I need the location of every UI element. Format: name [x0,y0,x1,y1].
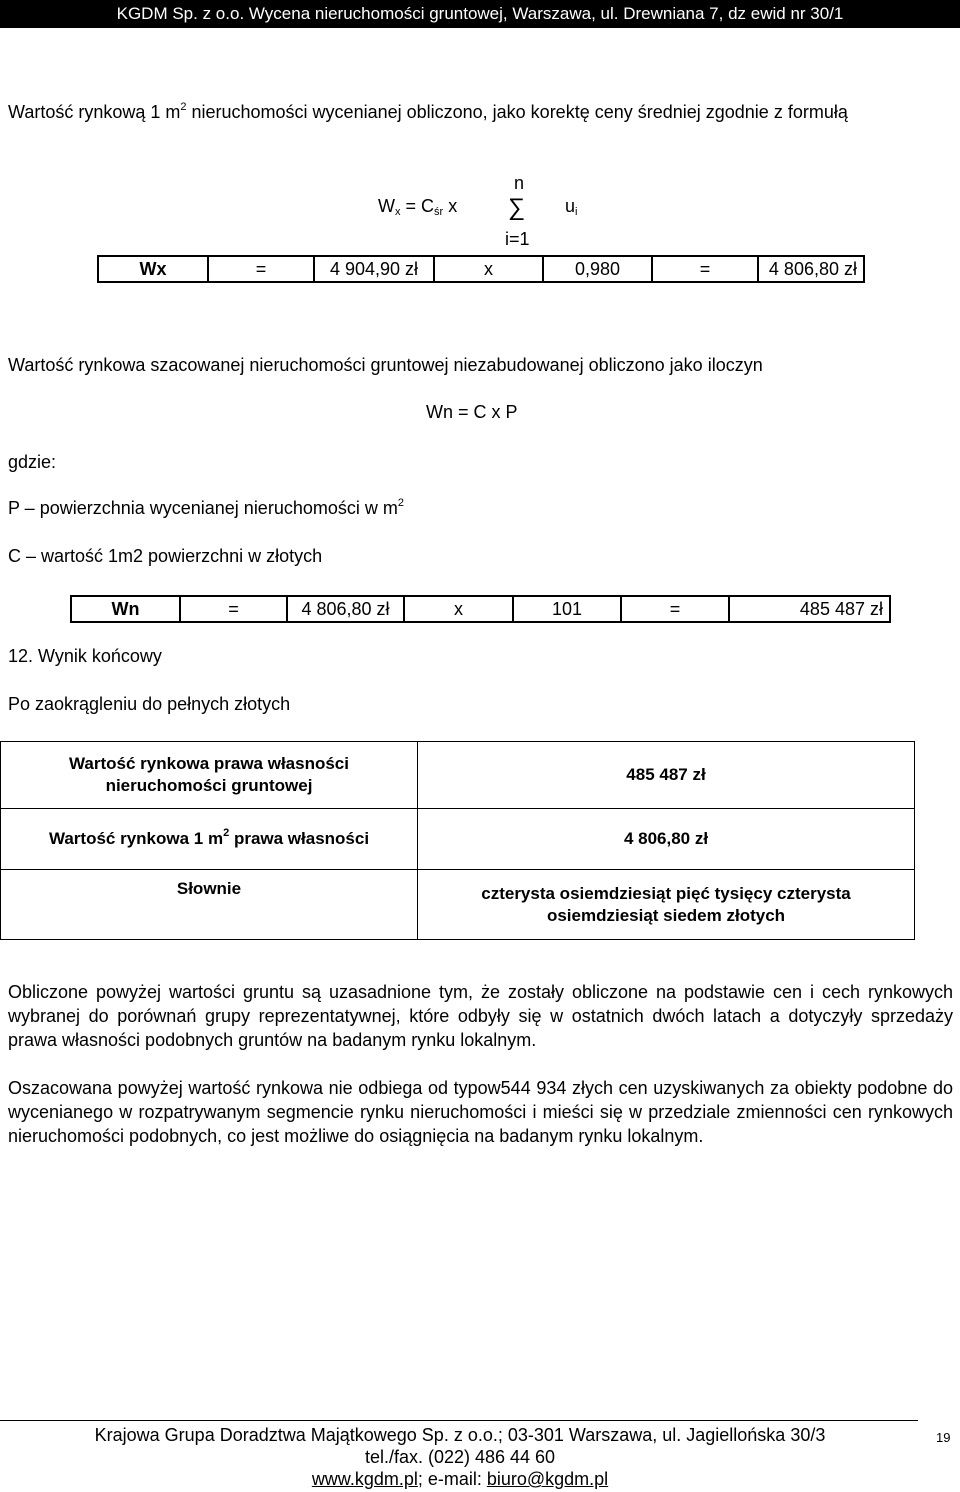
footer-divider [0,1420,918,1421]
calc-equals: = [208,256,314,282]
formula-u-sub: i [575,206,578,218]
calc-factor: 101 [513,596,621,622]
c-definition: C – wartość 1m2 powierzchni w złotych [8,546,323,566]
section-text: Wartość rynkowa szacowanej nieruchomości gruntowej niezabudowanej obliczono jako iloczyn [8,355,763,375]
calc-table-wx [97,255,865,283]
result-label-b: prawa własności [229,829,370,848]
result-label: Wartość rynkowa prawa własności nieruchomości gruntowej [1,742,418,809]
result-label [1,809,418,870]
calc-label: Wx [98,256,208,282]
gdzie-label: gdzie: [8,452,57,472]
calc-value: 4 806,80 zł [287,596,404,622]
calc-factor: 0,980 [543,256,652,282]
result-value: czterysta osiemdziesiąt pięć tysięcy czterysta osiemdziesiąt siedem złotych [418,870,915,940]
p-definition-sup: 2 [397,497,404,509]
formula-i1: i=1 [505,229,530,249]
footer-contact [0,1468,920,1490]
calc-value: 4 904,90 zł [314,256,434,282]
formula-u [565,196,577,217]
intro-text-b: nieruchomości wycenianej obliczono, jako korektę ceny średniej zgodnie z formułą [186,102,848,122]
result-value: 485 487 zł [418,742,915,809]
page-header: KGDM Sp. z o.o. Wycena nieruchomości gruntowej, Warszawa, ul. Drewniana 7, dz ewid nr 30/1 [0,0,960,28]
rounding-note: Po zaokrągleniu do pełnych złotych [8,694,291,714]
calc-equals: = [621,596,729,622]
sigma-symbol: ∑ [508,194,526,221]
footer-sep: ; e-mail: [417,1469,487,1489]
calc-times: x [404,596,513,622]
formula-x: x [443,196,458,216]
intro-paragraph [8,100,953,124]
formula-u-letter: u [565,196,576,216]
calc-table-wn [70,595,891,623]
calc-label: Wn [71,596,180,622]
p-definition-text: P – powierzchnia wycenianej nieruchomości w m [8,498,398,518]
wn-formula: Wn = C x P [426,402,518,422]
page-number: 19 [936,1430,951,1445]
formula-w-sub: x [395,206,401,218]
result-value: 4 806,80 zł [418,809,915,870]
calc-result: 4 806,80 zł [758,256,864,282]
result-label: Słownie [1,870,418,940]
formula-c-sub: śr [434,206,444,218]
result-table [0,741,915,940]
result-label-a: Wartość rynkowa 1 m [48,829,224,848]
intro-text-a: Wartość rynkową 1 m [8,102,181,122]
result-label-sup: 2 [223,827,230,839]
result-row [1,870,915,940]
formula-main [378,196,457,217]
formula-w: W [378,196,395,216]
calc-times: x [434,256,543,282]
email-link[interactable]: biuro@kgdm.pl [486,1469,609,1489]
calc-result: 485 487 zł [729,596,890,622]
calc-row [98,256,864,282]
website-link[interactable]: www.kgdm.pl [311,1469,418,1489]
footer-phone: tel./fax. (022) 486 44 60 [364,1447,556,1467]
formula-n: n [514,173,525,193]
calc-equals: = [652,256,758,282]
paragraph-conclusion: Oszacowana powyżej wartość rynkowa nie odbiega od typow544 934 złych cen uzyskiwanych za obiekty podobne do wycenianego w rozpatrywanym segmencie rynku nieruchomości i mieści się w przedziale zmienności cen rynkowych nieruchomości podobnych, co jest możliwe do osiągnięcia na badanym rynku lokalnym. [8,1078,953,1146]
section-12-heading: 12. Wynik końcowy [8,646,162,666]
formula-eq-c: = C [400,196,435,216]
p-definition [8,498,404,519]
result-row [1,742,915,809]
footer-company: Krajowa Grupa Doradztwa Majątkowego Sp. z o.o.; 03-301 Warszawa, ul. Jagiellońska 30/3 [94,1425,826,1445]
calc-row [71,596,890,622]
result-row [1,809,915,870]
calc-equals: = [180,596,287,622]
intro-sup: 2 [180,101,187,113]
paragraph-justification: Obliczone powyżej wartości gruntu są uzasadnione tym, że zostały obliczone na podstawie cen i cech rynkowych wybranej do porównań grupy reprezentatywnej, które odbyły się w ostatnich dwóch latach a dotyczyły sprzedaży prawa własności podobnych gruntów na badanym rynku lokalnym. [8,982,953,1050]
